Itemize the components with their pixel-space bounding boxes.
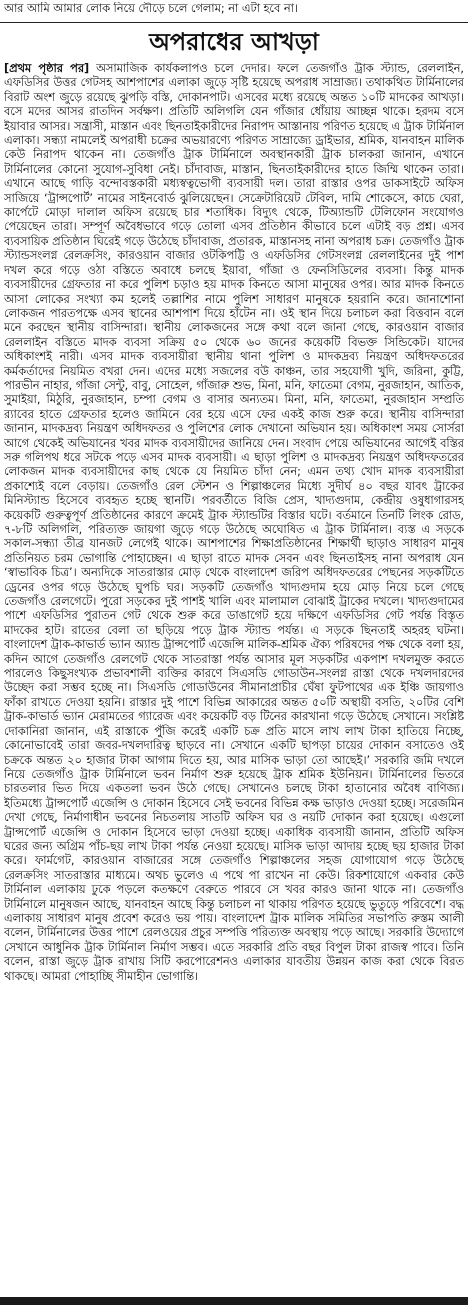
bottom-edge-bar bbox=[0, 1297, 468, 1305]
continued-from-marker: [প্রথম পৃষ্ঠার পর] bbox=[4, 62, 90, 75]
article-body bbox=[4, 62, 464, 1288]
column-divider bbox=[0, 22, 468, 23]
article-headline: অপরাধের আখড়া bbox=[149, 28, 319, 56]
article-body-text: অসামাজিক কার্যকলাপও চলে দেদার। ফলে তেজগাঁও ট্রাক স্ট্যান্ড, রেললাইন, এফডিসির উত্তর গেটসহ আশপাশের এলাকা জুড়ে সৃষ্টি হয়েছে অপরাধ সাম্রাজ্য। তথাকথিত টার্মিনালের বিরাট অংশ জুড়ে রয়েছে ঝুপড়ি বস্তি, দোকানপাট। এসবের মধ্যে রয়েছে অন্তত ১০টি মাদকের আখড়া। বসে মদের আসর রাতদিন সর্বক্ষণ। প্রতিটি অলিগলি যেন গাঁজার ধোঁয়ায় আচ্ছন্ন থাকে। হরদম বসে ইয়াবার আসর। সন্ত্রাসী, মাস্তান এবং ছিনতাইকারীদের নিরাপদ আস্তানায় পরিণত হয়েছে এ ট্রাক টার্মিনাল এলাকা। সন্ধ্যা নামলেই অপরাধী চক্রের অভয়ারণ্যে পরিণত সাম্রাজ্যে ড্রাইভার, শ্রমিক, যানবাহন মালিক কেউ নিরাপদ থাকেন না। তেজগাঁও ট্রাক টার্মিনালে অবস্থানকারী ট্রাক চালকরা জানান, এখানে টার্মিনালের কোনো সুযোগ-সুবিধা নেই। চাঁদাবাজ, মাস্তান, ছিনতাইকারীদের হাতে জিম্মি থাকেন তারা। এখানে আছে গাড়ি বন্দোবস্তকারী মধ্যস্বত্বভোগী ব্যবসায়ী দল। তারা রাস্তার ওপর ডাকসাইটে অফিস সাজিয়ে ‘ট্রান্সপোর্ট’ নামের সাইনবোর্ড ঝুলিয়েছেন। সেক্রেটারিয়েট টেবিল, দামি শোকেসে, কাচে ঘেরা, কার্পেটে মোড়া দালাল অফিস রয়েছে চার শতাধিক। বিদ্যুৎ থেকে, টিঅ্যান্ডটি টেলিফোন সংযোগও পেয়েছেন তারা। সম্পূর্ণ অবৈধভাবে গড়ে তোলা এসব প্রতিষ্ঠান কীভাবে চলে এটাই বড় প্রশ্ন। এসব ব্যবসায়িক প্রতিষ্ঠান ঘিরেই গড়ে উঠেছে চাঁদাবাজ, প্রতারক, মাস্তানসহ নানা অপরাধ চক্র। তেজগাঁও ট্রাক স্ট্যান্ডসংলগ্ন রেলক্রসিং, কারওয়ান বাজার ওটকিপট্টি ও এফডিসির গেটসংলগ্ন রেললাইনের দুই পাশ দখল করে গড়ে ওঠা বস্তিতে অবাধে চলছে ইয়াবা, গাঁজা ও ফেনসিডিলের ব্যবসা। কিন্তু মাদক ব্যবসায়ীদের গ্রেফতার না করে পুলিশ চড়াও হয় মাদক কিনতে আসা মানুষের ওপর। আর মাদক কিনতে আসা লোকের সংখ্যা কম হলেই তল্লাশির নামে পুলিশ সাধারণ মানুষকে হয়রানি করে। জানাশোনা লোকজন পারতপক্ষে এসব স্থানের আশপাশ দিয়ে হাঁটেন না। ওই স্থান দিয়ে চলাচল করা বিত্তবান বলে মনে করছেন স্থানীয় বাসিন্দারা। স্থানীয় লোকজনের সঙ্গে কথা বলে জানা গেছে, কারওয়ান বাজার রেললাইন বস্তিতে মাদক ব্যবসা সক্রিয় ৫০ থেকে ৬০ জনের কয়েকটি বিভক্ত সিন্ডিকেট। যাদের অধিকাংশই নারী। এসব মাদক ব্যবসায়ীরা স্থানীয় থানা পুলিশ ও মাদকদ্রব্য নিয়ন্ত্রণ অধিদফতরের কর্মকর্তাদের নিয়মিত বখরা দেন। এদের মধ্যে সজলের বউ কাঞ্চন, তার সহযোগী খুদি, জরিনা, কুট্টি, পারভীন নাহার, গাঁজা সেন্টু, বাবু, সোহেল, গাঁজারু শুভ, মিনা, মনি, ফাতেমা বেগম, নুরজাহান, আতিক, সুমাইয়া, মিঠুরি, নুরজাহান, চম্পা বেগম ও বাসার অন্যতম। মিনা, মনি, ফাতেমা, নুরজাহান সম্প্রতি র‍্যাবের হাতে গ্রেফতার হলেও জামিনে বের হয়ে এসে ফের একই কাজ শুরু করে। স্থানীয় বাসিন্দারা জানান, মাদকদ্রব্য নিয়ন্ত্রণ অধিদফতর ও পুলিশের লোক দেখানো অভিযান হয়। অধিকাংশ সময় সোর্সরা আগে থেকেই অভিযানের খবর মাদক ব্যবসায়ীদের জানিয়ে দেন। সংবাদ পেয়ে অভিযানের আগেই বস্তির সরু গলিপথ ধরে সটকে পড়ে এসব মাদক ব্যবসায়ী। এ ছাড়া পুলিশ ও মাদকদ্রব্য নিয়ন্ত্রণ অধিদফতরের লোকজন মাদক ব্যবসায়ীদের কাছ থেকে যে নিয়মিত চাঁদা নেন; এমন তথ্য খোদ মাদক ব্যবসায়ীরা প্রকাশ্যেই বলে বেড়ায়। তেজগাঁও রেল স্টেশন ও শিল্পাঞ্চলের মিধ্যে সুদীর্ঘ ৪০ বছর যাবৎ ট্রাকের মিনিস্ট্যান্ড হিসেবে ব্যবহৃত হচ্ছে স্থানটি। পরবর্তীতে বিজি প্রেস, খাদ্যগুদাম, কেন্দ্রীয় ওষুধাগারসহ কয়েকটি গুরুত্বপূর্ণ প্রতিষ্ঠানের কারণে ক্রমেই ট্রাক স্ট্যান্ডটির বিস্তার ঘটে। বর্তমানে তিনটি লিংক রোড, ৭-৮টি অলিগলি, পরিত্যক্ত জায়গা জুড়ে গড়ে উঠেছে অঘোষিত এ ট্রাক টার্মিনাল। ব্যস্ত এ সড়কে সকাল-সন্ধ্যা তীব্র যানজট লেগেই থাকে। আশপাশের শিক্ষাপ্রতিষ্ঠানের শিক্ষার্থী ছাড়াও সাধারণ মানুষ প্রতিনিয়ত চরম ভোগান্তি পোহাচ্ছেন। এ ছাড়া রাতে মাদক সেবন এবং ছিনতাইসহ নানা অপরাধ যেন ‘স্বাভাবিক চিত্র’। অন্যদিকে সাতরাস্তার মোড় থেকে বাংলাদেশ জরিপ অধিদফতরের পেছনের সড়কটিতে ড্রেনের ওপর গড়ে উঠেছে ঘুপচি ঘর। সড়কটি তেজগাঁও খাদ্যগুদাম হয়ে মোড় নিয়ে চলে গেছে তেজগাঁও রেলগেটে। পুরো সড়কের দুই পাশই খালি এবং মালামাল বোঝাই ট্রাকের দখলে। খাদ্যগুদামের পাশে এফডিসির পুরাতন গেট থেকে শুরু করে ডাঙাগেট হয়ে দক্ষিণে এফডিসির গেট পর্যন্ত বিস্তৃত মাদকের হাট। রাতের বেলা তা ছড়িয়ে পড়ে ট্রাক স্ট্যান্ড পর্যন্ত। এ সড়কে ছিনতাই অহরহ ঘটনা। বাংলাদেশ ট্রাক-কাভার্ড ভ্যান অ্যান্ড ট্রান্সপোর্ট এজেন্সি মালিক-শ্রমিক ঐক্য পরিষদের পক্ষ থেকে বলা হয়, কদিন আগে তেজগাঁও রেলগেট থেকে সাতরাস্তা পর্যন্ত আসার মূল সড়কটির একপাশ দখলমুক্ত করতে পারলেও কিছুসংখ্যক প্রভাবশালী ব্যক্তির কারণে সিএসডি গোডাউন-সংলগ্ন রাস্তা থেকে দখলদারদের উচ্ছেদ করা সম্ভব হচ্ছে না। সিএসডি গোডাউনের সীমানাপ্রাচীর ঘেঁষা ফুটপাথের এক ইঞ্চি জায়গাও ফাঁকা রাখতে দেওয়া হয়নি। রাস্তার দুই পাশে বিভিন্ন আকারের অন্তত ৫০টি অস্থায়ী বসতি, ২০টির বেশি ট্রাক-কাভার্ড ভ্যান মেরামতের গ্যারেজ এবং কয়েকটি বড় টিনের কারখানা গড়ে উঠেছে সেখানে। সংশ্লিষ্ট দোকানিরা জানান, এই রাস্তাকে পুঁজি করেই একটি চক্র প্রতি মাসে লাখ লাখ টাকা হাতিয়ে নিচ্ছে, কোনোভাবেই তারা জবর-দখলদারিত্ব ছাড়বে না। সেখানে একটি ছাপড়া চায়ের দোকান বসাতেও ওই চক্রকে অন্তত ২০ হাজার টাকা আগাম দিতে হয়, আর মাসিক ভাড়া তো আছেই।’ সরকারি জমি দখলে নিয়ে তেজগাঁও ট্রাক টার্মিনালে ভবন নির্মাণ শুরু হয়েছে ট্রাক শ্রমিক ইউনিয়ন। টার্মিনালের ভিতরে চারতলার ভিত দিয়ে একতলা ভবন উঠে গেছে। সেখানেও চলছে টাকা হাতানোর অবৈধ বাণিজ্য। ইতিমধ্যে ট্রান্সপোর্ট এজেন্সি ও দোকান হিসেবে সেই ভবনের বিভিন্ন কক্ষ ভাড়াও দেওয়া হচ্ছে। সরেজমিন দেখা গেছে, নির্মাণাধীন ভবনের নিচতলায় সাতটি অফিস ঘর ও নয়টি দোকান করা হয়েছে। এগুলো ট্রান্সপোর্ট এজেন্সি ও দোকান হিসেবে ভাড়া দেওয়া হচ্ছে। একাধিক ব্যবসায়ী জানান, প্রতিটি অফিস ঘরের জন্য অগ্রিম পাঁচ-ছয় লাখ টাকা পর্যন্ত নেওয়া হয়েছে। মাসিক ভাড়া আদায় হচ্ছে ছয় হাজার টাকা করে। ফার্মগেট, কারওয়ান বাজারের সঙ্গে তেজগাঁও শিল্পাঞ্চলের সহজ যোগাযোগ গড়ে উঠেছে রেলক্রসিং সাতরাস্তার মাধ্যমে। অথচ ভুলেও এ পথে পা রাখেন না কেউ। রিকশাযোগে একবার কেউ টার্মিনাল এলাকায় ঢুকে পড়লে কতক্ষণে বেরুতে পারবে সে খবর কারও জানা থাকে না। তেজগাঁও টার্মিনালে মানুষজন আছে, যানবাহন আছে কিন্তু চলাচল না থাকায় পরিণত হয়েছে ভুতুড়ে পরিবেশে। বদ্ধ এলাকায় সাধারণ মানুষ প্রবেশ করেও ভয় পায়। বাংলাদেশ ট্রাক মালিক সমিতির সভাপতি রুস্তম আলী বলেন, টার্মিনালের উত্তর পাশে রেলওয়ের প্রচুর সম্পত্তি পরিত্যক্ত অবস্থায় পড়ে আছে। সরকারি উদ্যোগে সেখানে আধুনিক ট্রাক টার্মিনাল নির্মাণ সম্ভব। এতে সরকারি প্রতি বছর বিপুল টাকা রাজস্ব পাবে। তিনি বলেন, রাস্তা জুড়ে ট্রাক রাখায় সিটি করপোরেশনও এলাকার যাবতীয় উন্নয়ন কাজ করা থেকে বিরত থাকছে। আমরা পোহাচ্ছি সীমাহীন ভোগান্তি। bbox=[4, 62, 464, 983]
previous-article-fragment: আর আমি আমার লোক নিয়ে দৌড়ে চলে গেলাম; না এটা হবে না। bbox=[4, 2, 298, 15]
